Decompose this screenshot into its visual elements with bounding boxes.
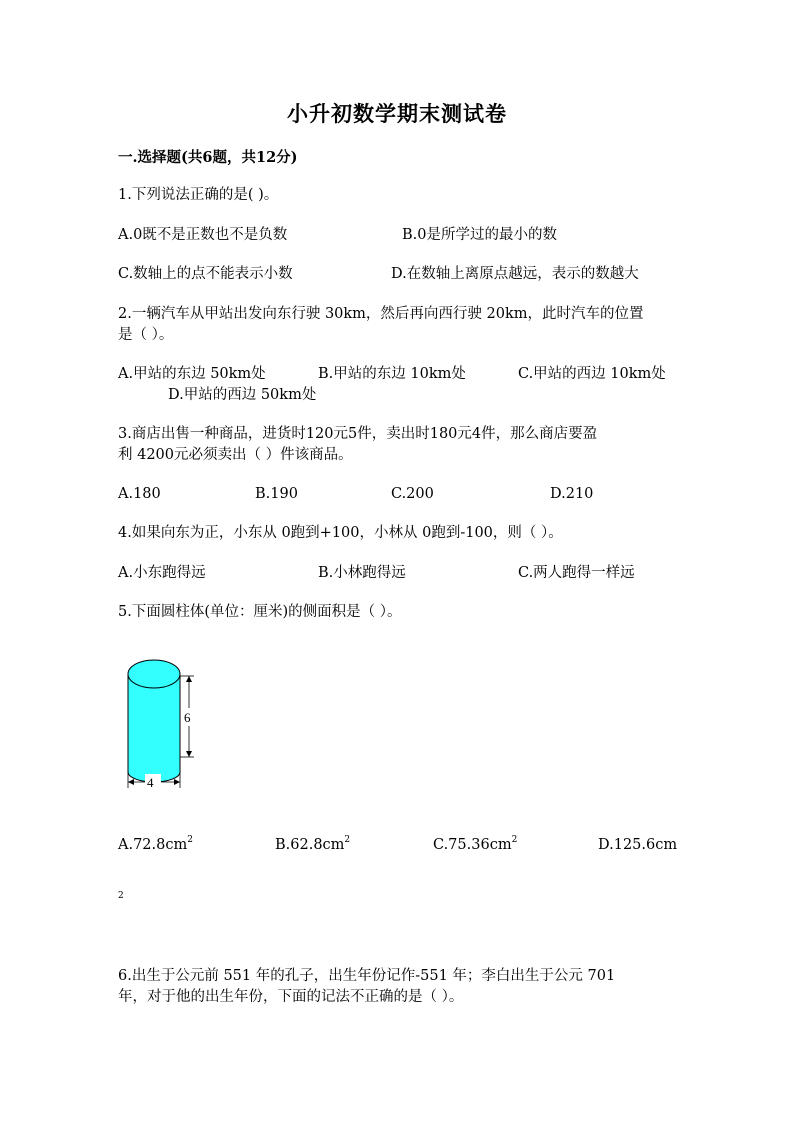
cylinder-body — [128, 674, 180, 782]
question-1-option-c: C.数轴上的点不能表示小数 — [118, 266, 293, 282]
question-2-option-d: D.甲站的西边 50km处 — [168, 387, 317, 403]
question-6-stem-line2: 年，对于他的出生年份，下面的记法不正确的是（ ）。 — [118, 989, 464, 1005]
question-5-option-d: D.125.6cm — [598, 837, 678, 853]
page-title: 小升初数学期末测试卷 — [287, 101, 507, 126]
question-4-option-a: A.小东跑得远 — [118, 565, 206, 581]
height-label: 6 — [184, 710, 191, 725]
question-1-option-d: D.在数轴上离原点越远，表示的数越大 — [391, 266, 639, 282]
question-5-option-b: $B.62.8cm^2$ — [275, 835, 351, 853]
question-4-stem: 4.如果向东为正，小东从 0跑到+100，小林从 0跑到-100，则（ ）。 — [118, 525, 563, 541]
question-3-stem-line2: 利 4200元必须卖出（ ）件该商品。 — [118, 447, 353, 463]
question-1-option-a: A.0既不是正数也不是负数 — [118, 227, 288, 243]
section-heading: 一.选择题(共6题，共12分) — [118, 149, 298, 166]
question-2-stem-line1: 2.一辆汽车从甲站出发向东行驶 30km，然后再向西行驶 20km，此时汽车的位置 — [118, 306, 644, 322]
question-5-stem: 5.下面圆柱体(单位：厘米)的侧面积是（ ）。 — [118, 604, 402, 620]
question-4-option-c: C.两人跑得一样远 — [518, 565, 635, 581]
diameter-label: 4 — [147, 775, 154, 790]
cylinder-figure — [118, 650, 208, 795]
question-3-option-c: C.200 — [391, 486, 434, 502]
question-3-option-a: A.180 — [118, 486, 161, 502]
question-3-stem-line1: 3.商店出售一种商品，进货时120元5件，卖出时180元4件，那么商店要盈 — [118, 426, 598, 442]
question-1-stem: 1.下列说法正确的是( )。 — [118, 187, 279, 203]
question-2-option-b: B.甲站的东边 10km处 — [318, 366, 466, 382]
question-5-option-a: $A.72.8cm^2$ — [118, 835, 193, 853]
question-6-stem-line1: 6.出生于公元前 551 年的孔子，出生年份记作-551 年；李白出生于公元 701 — [118, 968, 616, 984]
question-2-option-a: A.甲站的东边 50km处 — [118, 366, 266, 382]
question-1-option-b: B.0是所学过的最小的数 — [402, 227, 557, 243]
question-4-option-b: B.小林跑得远 — [318, 565, 406, 581]
question-2-stem-line2: 是（ ）。 — [118, 327, 174, 343]
question-5-option-d-superscript: 2 — [118, 891, 124, 901]
question-2-option-c: C.甲站的西边 10km处 — [518, 366, 666, 382]
question-3-option-b: B.190 — [255, 486, 298, 502]
cylinder-top — [128, 660, 180, 688]
question-5-option-c: $C.75.36cm^2$ — [433, 835, 518, 853]
question-3-option-d: D.210 — [550, 486, 594, 502]
